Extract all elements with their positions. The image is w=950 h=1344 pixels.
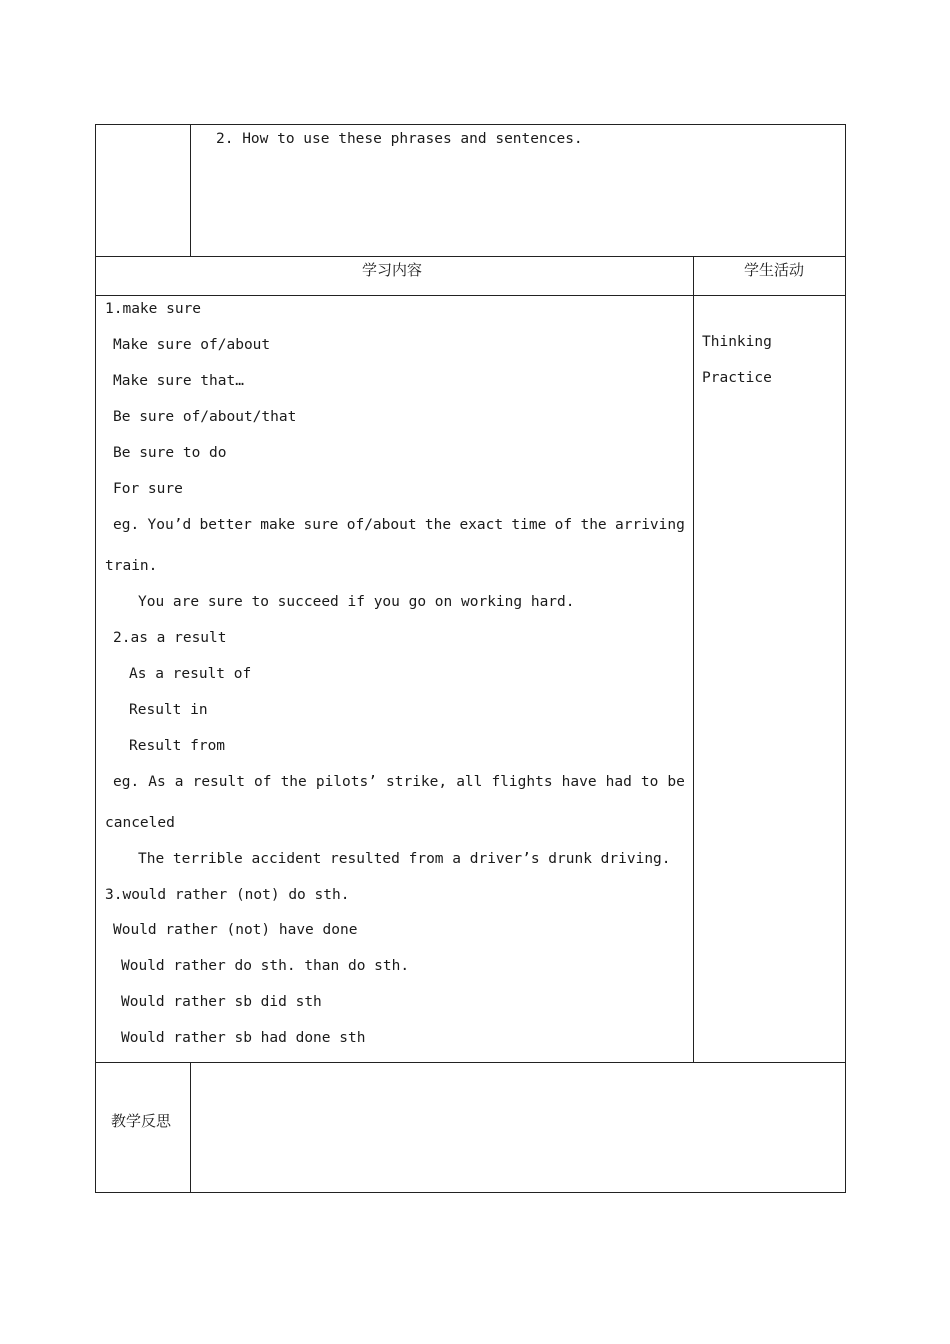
reflection-label: 教学反思 [111, 1112, 172, 1130]
content-line: Result in [129, 702, 208, 718]
content-line: Would rather sb did sth [121, 994, 322, 1010]
word: of [254, 774, 272, 790]
word: strike, [386, 774, 448, 790]
content-line: train. [105, 558, 158, 574]
word: exact [459, 517, 504, 533]
word: flights [491, 774, 553, 790]
col-divider-top-section [190, 124, 191, 256]
word: be [667, 774, 685, 790]
word: time [511, 517, 547, 533]
word: of [554, 517, 573, 533]
content-line: The terrible accident resulted from a driver’s drunk driving. [138, 851, 671, 867]
row-divider-header-top [95, 256, 846, 257]
word: the [424, 517, 452, 533]
row-divider-reflection-top [95, 1062, 846, 1063]
content-line: canceled [105, 815, 175, 831]
content-line: Result from [129, 738, 226, 754]
activity-item: Thinking [702, 334, 772, 350]
content-line: For sure [113, 481, 183, 497]
row-divider-header-bottom [95, 295, 846, 296]
content-line: 3.would rather (not) do sth. [105, 887, 350, 903]
word: have [561, 774, 597, 790]
content-line: Would rather sb had done sth [121, 1030, 366, 1046]
word: As [148, 774, 166, 790]
word: pilots’ [315, 774, 377, 790]
word: better [199, 517, 252, 533]
word: had [605, 774, 632, 790]
col-divider-activities [693, 256, 694, 1062]
content-line: You are sure to succeed if you go on working hard. [138, 594, 575, 610]
content-line: As a result of [129, 666, 252, 682]
activity-heading: 学生活动 [744, 261, 805, 279]
example-sentence-justified [113, 773, 685, 791]
content-line: Would rather (not) have done [113, 922, 358, 938]
word: the [580, 517, 607, 533]
content-line: Make sure that… [113, 373, 244, 389]
word: sure [303, 517, 339, 533]
content-line: Would rather do sth. than do sth. [121, 958, 410, 974]
content-line: Be sure to do [113, 445, 227, 461]
content-line: Make sure of/about [113, 337, 271, 353]
word: to [640, 774, 659, 790]
activity-item: Practice [702, 370, 772, 386]
word: eg. [113, 517, 140, 533]
word: all [456, 774, 483, 790]
word: make [260, 517, 296, 533]
objective-line: 2. How to use these phrases and sentences. [216, 131, 583, 147]
word: a [174, 774, 184, 790]
word: of/about [346, 517, 417, 533]
content-line: 1.make sure [105, 301, 202, 317]
col-divider-reflection [190, 1062, 191, 1193]
content-line: 2.as a result [113, 630, 227, 646]
word: result [192, 774, 245, 790]
example-sentence-justified [113, 516, 685, 534]
content-heading: 学习内容 [362, 261, 423, 279]
word: eg. [113, 774, 140, 790]
word: You’d [147, 517, 192, 533]
word: arriving [615, 517, 685, 533]
word: the [280, 774, 307, 790]
content-line: Be sure of/about/that [113, 409, 297, 425]
